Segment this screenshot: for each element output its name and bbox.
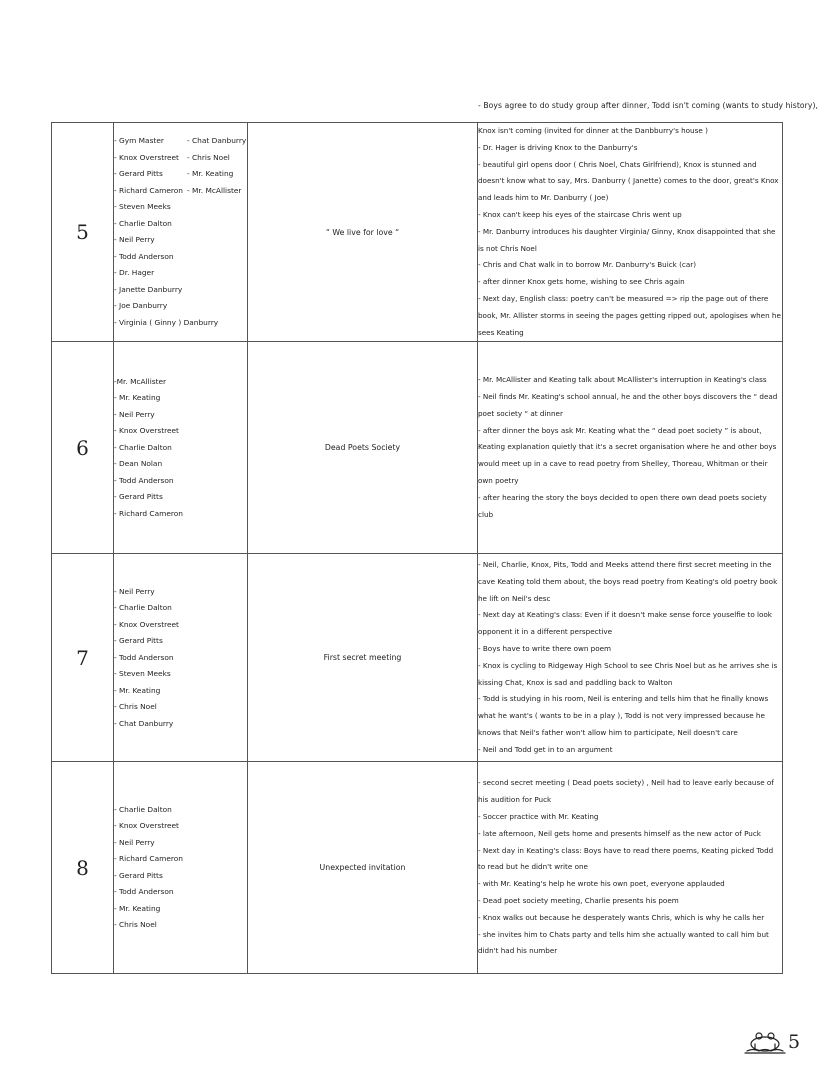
- note-item: - Dr. Hager is driving Knox to the Danburry's: [478, 142, 638, 152]
- character-name: - Gerard Pitts: [114, 492, 163, 502]
- character-list: [114, 554, 248, 762]
- note-item: - Knox walks out because he desperately wants Chris, which is why he calls her: [478, 912, 765, 922]
- note-item: - Chris and Chat walk in to borrow Mr. Danburry's Buick (car): [478, 260, 697, 270]
- character-name: - Mr. Keating: [114, 393, 161, 403]
- character-name: - Mr. Keating: [114, 685, 161, 695]
- character-name: - Charlie Dalton: [114, 442, 172, 452]
- character-name: - Knox Overstreet: [114, 152, 179, 162]
- character-name: - Charlie Dalton: [114, 603, 172, 613]
- scene-number: 8: [52, 762, 114, 974]
- character-name: - Gerard Pitts: [114, 169, 163, 179]
- character-name: - Todd Anderson: [114, 887, 174, 897]
- character-name: - Dr. Hager: [114, 268, 155, 278]
- character-name: - Chris Noel: [114, 702, 157, 712]
- frog-doodle-icon: [743, 1029, 787, 1055]
- scene-title: Unexpected invitation: [248, 762, 478, 974]
- character-name: - Mr. Keating: [187, 169, 234, 179]
- scene-title: Dead Poets Society: [248, 342, 478, 554]
- character-name: - Gerard Pitts: [114, 870, 163, 880]
- scene-row: [52, 123, 783, 342]
- character-name: - Mr. Keating: [114, 903, 161, 913]
- scene-row: [52, 762, 783, 974]
- scene-title: “ We live for love “: [248, 123, 478, 342]
- character-name: - Knox Overstreet: [114, 619, 179, 629]
- character-list: [114, 123, 248, 342]
- note-item: - Knox can't keep his eyes of the staircase Chris went up: [478, 209, 682, 219]
- note-item: - late afternoon, Neil gets home and presents himself as the new actor of Puck: [478, 828, 761, 838]
- note-item: - Boys have to write there own poem: [478, 644, 612, 654]
- character-name: - Chat Danburry: [187, 136, 247, 146]
- character-name: - Todd Anderson: [114, 475, 174, 485]
- character-name: - Mr. McAllister: [187, 185, 242, 195]
- note-item: Knox isn't coming (invited for dinner at the Danbburry's house ): [478, 126, 708, 135]
- note-item: - Neil finds Mr. Keating's school annual, he and the other boys discovers the “ dead poet society “ at dinner: [478, 392, 778, 418]
- character-name: - Richard Cameron: [114, 854, 183, 864]
- character-name: - Steven Meeks: [114, 669, 171, 679]
- note-item: - Dead poet society meeting, Charlie presents his poem: [478, 896, 679, 906]
- character-name: - Neil Perry: [114, 837, 155, 847]
- scene-table: [51, 122, 783, 974]
- character-name: - Richard Cameron: [114, 185, 183, 195]
- note-item: - she invites him to Chats party and tells him she actually wanted to call him but didn't had his number: [478, 929, 769, 956]
- note-item: - Next day in Keating's class: Boys have to read there poems, Keating picked Todd to read but he didn't write one: [478, 845, 774, 872]
- note-item: - second secret meeting ( Dead poets society) , Neil had to leave early because of his audition for Puck: [478, 778, 774, 805]
- character-name: - Charlie Dalton: [114, 804, 172, 814]
- note-item: - beautiful girl opens door ( Chris Noel, Chats Girlfriend), Knox is stunned and doesn't know what to say, Mrs. Danburry ( Janette) comes to the door, great's Knox and leads him to Mr. Danburry ( Joe): [478, 159, 779, 203]
- character-list: [114, 762, 248, 974]
- character-name: - Todd Anderson: [114, 251, 174, 261]
- note-item: - Mr. Danburry introduces his daughter Virginia/ Ginny, Knox disappointed that she is not Chris Noel: [478, 226, 776, 253]
- scene-notes: [478, 123, 783, 342]
- character-name: - Chris Noel: [114, 920, 157, 930]
- scene-notes: [478, 762, 783, 974]
- character-name: - Virginia ( Ginny ) Danburry: [114, 317, 219, 327]
- character-name: - Gerard Pitts: [114, 636, 163, 646]
- character-name: - Knox Overstreet: [114, 426, 179, 436]
- page-footer: [743, 1029, 800, 1055]
- scene-row: [52, 342, 783, 554]
- note-item: - Todd is studying in his room, Neil is entering and tells him that he finally knows what he want's ( wants to be in a play ), Todd is not very impressed because he knows that Neil's father won't allow him to participate, Neil doesn't care: [478, 694, 769, 738]
- character-name: - Todd Anderson: [114, 652, 174, 662]
- scene-notes: [478, 554, 783, 762]
- note-item: - Soccer practice with Mr. Keating: [478, 812, 599, 822]
- character-name: - Gym Master: [114, 136, 164, 146]
- character-list: [114, 342, 248, 554]
- character-name: - Knox Overstreet: [114, 821, 179, 831]
- character-name: - Richard Cameron: [114, 508, 183, 518]
- character-name: - Chris Noel: [187, 152, 230, 162]
- note-item: - Next day, English class: poetry can't be measured => rip the page out of there book, Mr. Allister storms in seeing the pages getting ripped out, apologises when he sees Keating: [478, 293, 781, 337]
- note-item: - Neil and Todd get in to an argument: [478, 744, 613, 754]
- scene-notes: [478, 342, 783, 554]
- scene-number: 6: [52, 342, 114, 554]
- note-item: - with Mr. Keating's help he wrote his own poet, everyone applauded: [478, 879, 725, 889]
- character-name: - Dean Nolan: [114, 459, 163, 469]
- note-item: - Mr. McAllister and Keating talk about McAllister's interruption in Keating's class: [478, 375, 767, 385]
- scene-row: [52, 554, 783, 762]
- character-name: - Chat Danburry: [114, 718, 174, 728]
- scene-number: 5: [52, 123, 114, 342]
- character-name: - Steven Meeks: [114, 202, 171, 212]
- note-item: - Next day at Keating's class: Even if it doesn't make sense force youselfie to look opponent it in a different perspective: [478, 610, 772, 637]
- note-item: - after hearing the story the boys decided to open there own dead poets society club: [478, 492, 767, 519]
- note-item: - after dinner Knox gets home, wishing to see Chris again: [478, 277, 685, 287]
- page-number: 5: [788, 1031, 801, 1053]
- character-name: -Mr. McAllister: [114, 376, 167, 386]
- note-item: - Neil, Charlie, Knox, Pits, Todd and Meeks attend there first secret meeting in the cave Keating told them about, the boys read poetry from Keating's old poetry book he lift on Neil's desc: [478, 560, 778, 603]
- character-name: - Janette Danburry: [114, 284, 183, 294]
- note-item: - after dinner the boys ask Mr. Keating what the “ dead poet society ” is about, Keating explanation quietly that it's a secret organisation where he and other boys would meet up in a cave to read poetry from Shelley, Thoreau, Whitman or their own poetry: [478, 425, 777, 486]
- character-name: - Joe Danburry: [114, 301, 168, 311]
- character-name: - Charlie Dalton: [114, 218, 172, 228]
- character-name: - Neil Perry: [114, 409, 155, 419]
- scene-number: 7: [52, 554, 114, 762]
- scene-title: First secret meeting: [248, 554, 478, 762]
- character-name: - Neil Perry: [114, 235, 155, 245]
- character-name: - Neil Perry: [114, 586, 155, 596]
- continued-note: - Boys agree to do study group after dinner, Todd isn't coming (wants to study history),: [478, 101, 819, 110]
- note-item: - Knox is cycling to Ridgeway High School to see Chris Noel but as he arrives she is kissing Chat, Knox is sad and paddling back to Walton: [478, 660, 778, 687]
